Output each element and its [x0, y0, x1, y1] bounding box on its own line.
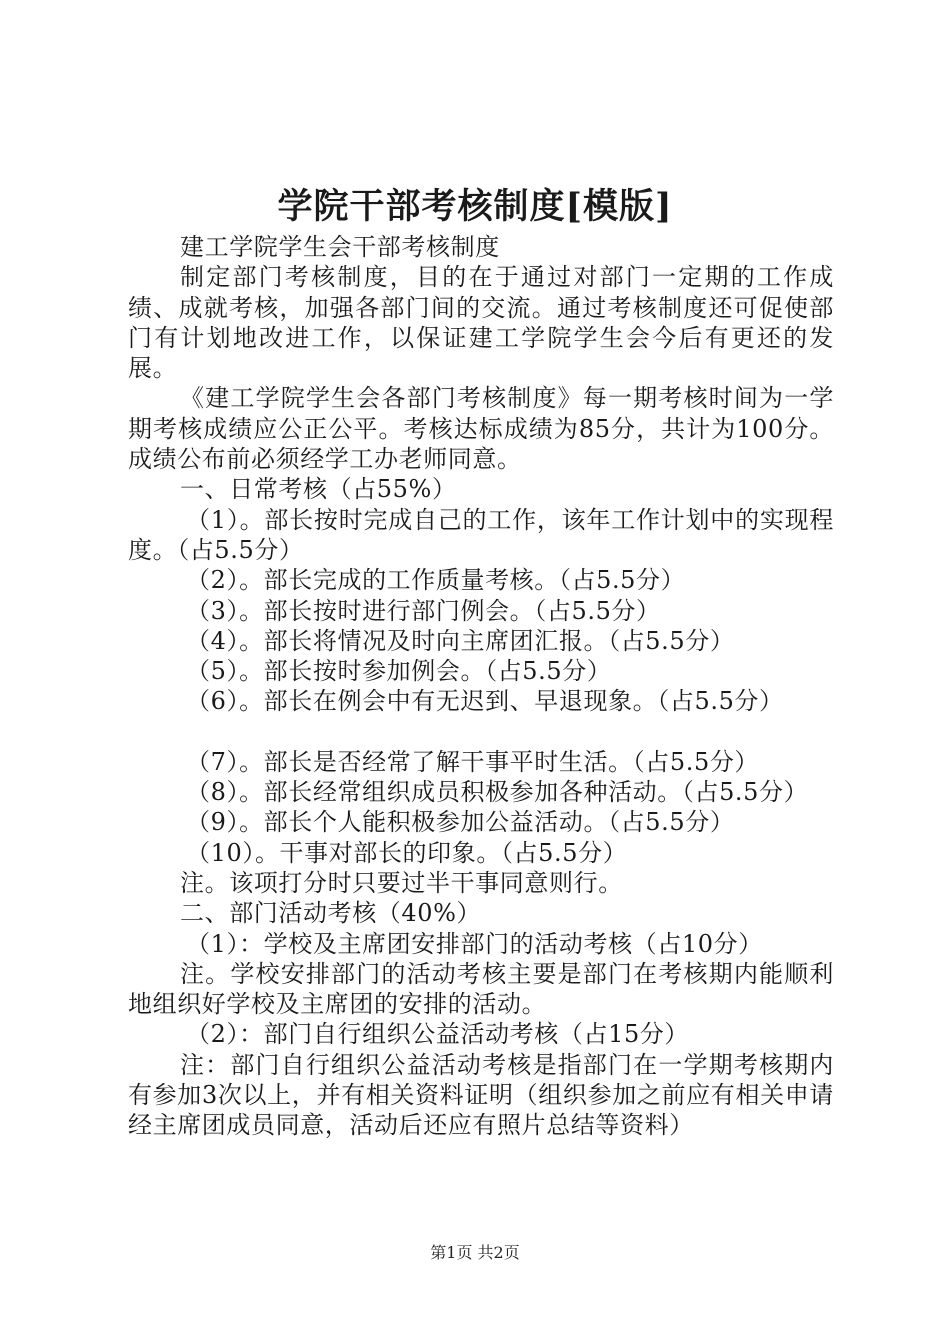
- list-item: （5）。部长按时参加例会。（占5.5分）: [186, 657, 612, 686]
- list-item: （1）：学校及主席团安排部门的活动考核（占10分）: [186, 929, 763, 958]
- list-item: （6）。部长在例会中有无迟到、早退现象。（占5.5分）: [186, 687, 784, 716]
- note: 注。该项打分时只要过半干事同意则行。: [180, 868, 623, 897]
- list-item: （8）。部长经常组织成员积极参加各种活动。（占5.5分）: [186, 778, 809, 807]
- page-title: 学院干部考核制度[模版]: [277, 186, 673, 227]
- list-item: （1）。部长按时完成自己的工作，该年工作计划中的实现程度。（占5.5分）: [128, 505, 834, 564]
- document-body: [128, 232, 834, 1141]
- page-footer: 第1页 共2页: [430, 1243, 520, 1262]
- list-item: （4）。部长将情况及时向主席团汇报。（占5.5分）: [186, 626, 735, 655]
- note: 注：部门自行组织公益活动考核是指部门在一学期考核期内有参加3次以上，并有相关资料证明（组织参加之前应有相关申请经主席团成员同意，活动后还应有照片总结等资料）: [128, 1050, 834, 1140]
- list-item: （10）。干事对部长的印象。（占5.5分）: [186, 838, 628, 867]
- section-heading-daily: 一、日常考核（占55%）: [180, 475, 457, 504]
- blank-line: [128, 717, 834, 747]
- list-item: （3）。部长按时进行部门例会。（占5.5分）: [186, 596, 661, 625]
- list-item: （2）。部长完成的工作质量考核。（占5.5分）: [186, 566, 686, 595]
- section-heading-activity: 二、部门活动考核（40%）: [180, 899, 482, 928]
- note: 注。学校安排部门的活动考核主要是部门在考核期内能顺利地组织好学校及主席团的安排的活动。: [128, 959, 834, 1019]
- paragraph-subtitle: 建工学院学生会干部考核制度: [180, 233, 500, 261]
- list-item: （2）：部门自行组织公益活动考核（占15分）: [186, 1020, 690, 1049]
- list-item: （9）。部长个人能积极参加公益活动。（占5.5分）: [186, 808, 735, 837]
- paragraph-period: 《建工学院学生会各部门考核制度》每一期考核时间为一学期考核成绩应公正公平。考核达标成绩为85分，共计为100分。成绩公布前必须经学工办老师同意。: [128, 384, 834, 474]
- paragraph-intro: 制定部门考核制度，目的在于通过对部门一定期的工作成绩、成就考核，加强各部门间的交流。通过考核制度还可促使部门有计划地改进工作，以保证建工学院学生会今后有更还的发展。: [128, 263, 834, 383]
- list-item: （7）。部长是否经常了解干事平时生活。（占5.5分）: [186, 747, 760, 776]
